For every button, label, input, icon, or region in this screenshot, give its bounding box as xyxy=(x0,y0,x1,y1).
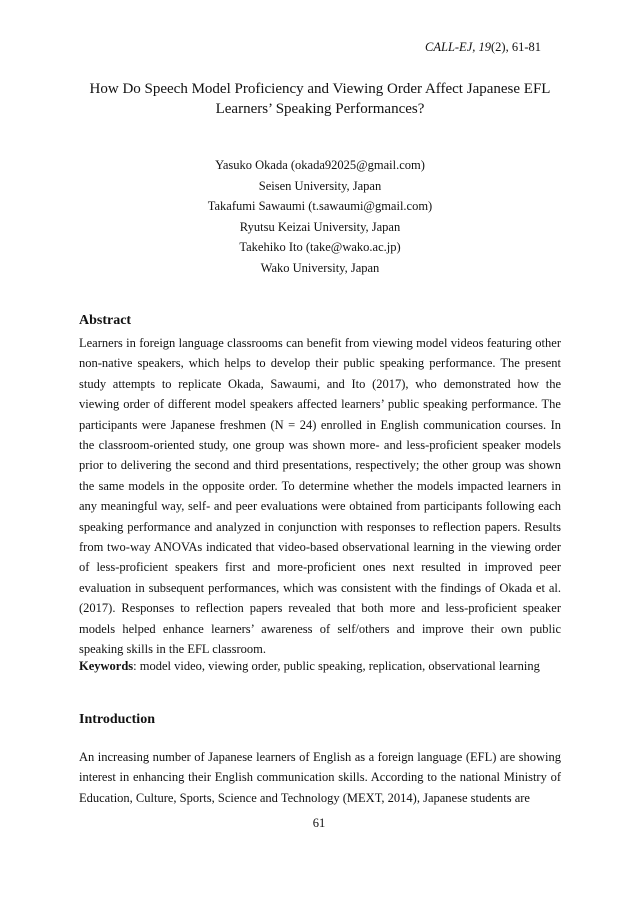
author-block xyxy=(70,155,570,279)
author-2-affiliation: Ryutsu Keizai University, Japan xyxy=(239,219,401,234)
abstract-heading: Abstract xyxy=(79,313,132,328)
author-3-name: Takehiko Ito (take@wako.ac.jp) xyxy=(239,240,401,255)
keywords xyxy=(79,656,561,676)
abstract-text: Learners in foreign language classrooms can benefit from viewing model videos featuring other non-native speakers, which helps to develop their public speaking performance. The present study attempts to replicate Okada, Sawaumi, and Ito (2017), who demonstrated how the viewing order of different model speakers affected learners’ public speaking performance. The participants were Japanese freshmen (N = 24) enrolled in English communication courses. In the classroom-oriented study, one group was shown more- and less-proficient speaker models prior to delivering the second and third presentations, respectively; the other group was shown the same models in the opposite order. To determine whether the models impacted learners in any meaningful way, self- and peer evaluations were obtained from participants following each speaking performance and analyzed in conjunction with responses to reflection papers. Results from two-way ANOVAs indicated that video-based observational learning in the viewing order of less-proficient speakers first and more-proficient ones next resulted in improved peer evaluation in subsequent performances, which was consistent with the findings of Okada et al. (2017). Responses to reflection papers revealed that both more and less-proficient speaker models helped enhance learners’ awareness of self/others and improve their own public speaking skills in the EFL classroom. xyxy=(79,336,561,657)
author-1-name: Yasuko Okada (okada92025@gmail.com) xyxy=(215,158,425,172)
paper-title: How Do Speech Model Proficiency and Viewing Order Affect Japanese EFL Learners’ Speaking Performances? xyxy=(89,81,551,117)
journal-volume: 19 xyxy=(478,40,491,54)
introduction-heading: Introduction xyxy=(79,712,155,727)
journal-issue-pages: (2), 61-81 xyxy=(491,40,541,54)
journal-name: CALL-EJ, xyxy=(425,40,476,54)
author-1-affiliation: Seisen University, Japan xyxy=(258,178,382,193)
author-2-name: Takafumi Sawaumi (t.sawaumi@gmail.com) xyxy=(207,199,433,214)
keywords-label: Keywords xyxy=(79,659,134,673)
page-number: 61 xyxy=(312,816,326,830)
introduction-text: An increasing number of Japanese learners of English as a foreign language (EFL) are showing interest in enhancing their English communication skills. According to the national Ministry of Education, Culture, Sports, Science and Technology (MEXT, 2014), Japanese students are xyxy=(79,750,561,805)
keywords-text: : model video, viewing order, public speaking, replication, observational learning xyxy=(133,659,540,673)
author-3-affiliation: Wako University, Japan xyxy=(260,260,380,275)
journal-citation xyxy=(425,40,541,55)
